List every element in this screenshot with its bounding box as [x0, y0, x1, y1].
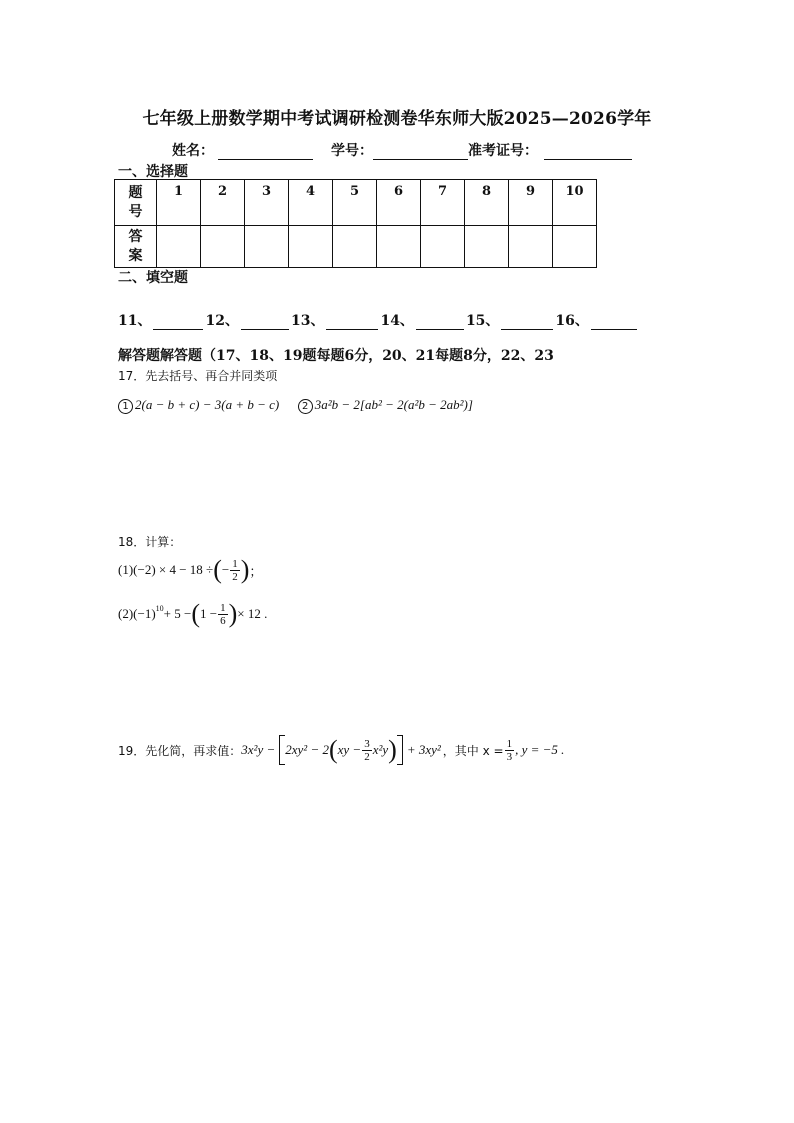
circled-number-2: 2 [298, 399, 313, 414]
answer-cell[interactable] [201, 226, 245, 268]
blank-11[interactable] [153, 315, 203, 330]
section-solve-heading: 解答题解答题（17、18、19题每题6分，20、21每题8分，22、23 [118, 348, 554, 364]
right-paren: ) [228, 599, 238, 628]
answer-table [114, 179, 597, 268]
q17-part2: 3a²b − 2[ab² − 2(a²b − 2ab²)] [314, 397, 473, 412]
question-number: 10 [553, 180, 597, 226]
q19-row: 19．先化简，再求值： 3x²y − 2xy² − 2 ( xy − $\frac{3}{2}$ x²y ) + 3xy² ，其中 x = $\frac{1}{3}$ , y = −5 . [118, 735, 565, 764]
blank-label-15: 15、 [465, 313, 500, 329]
blank-label-12: 12、 [205, 313, 239, 329]
answer-cell[interactable] [157, 226, 201, 268]
question-number: 9 [509, 180, 553, 226]
answer-cell[interactable] [465, 226, 509, 268]
answer-cell[interactable] [553, 226, 597, 268]
fraction-one-half: $\frac{1}{2}$ [232, 557, 238, 583]
q18-part1: (1)(−2) × 4 − 18 ÷ ( − $\frac{1}{2}$ ) ； [118, 555, 263, 584]
right-paren: ) [388, 735, 397, 764]
question-number: 8 [465, 180, 509, 226]
blank-16[interactable] [591, 315, 637, 330]
section-fill-heading: 二、填空题 [118, 270, 188, 286]
question-number: 6 [377, 180, 421, 226]
q17-part1: 2(a − b + c) − 3(a + b − c) [135, 397, 280, 412]
blank-label-14: 14、 [380, 313, 414, 329]
question-number: 5 [333, 180, 377, 226]
answer-cell[interactable] [333, 226, 377, 268]
answer-cell[interactable] [245, 226, 289, 268]
left-paren: ( [213, 555, 222, 584]
q19-label: 19．先化简，再求值： [118, 743, 242, 758]
answer-cell[interactable] [289, 226, 333, 268]
q18-part2: (2)(−1) $^{10}$ + 5 − ( 1 − $\frac{1}{6}$ ) × 12 . [118, 599, 268, 628]
fraction-one-sixth: $\frac{1}{6}$ [220, 601, 226, 627]
q17-expressions [118, 397, 473, 414]
blank-label-11: 11、 [118, 313, 152, 329]
right-bracket [397, 735, 403, 765]
student-id-label: 学号： [331, 143, 373, 159]
blank-14[interactable] [416, 315, 464, 330]
blank-12[interactable] [241, 315, 289, 330]
page-title: 七年级上册数学期中考试调研检测卷华东师大版2025—2026学年 [142, 109, 652, 129]
fill-blank-row [118, 310, 639, 330]
name-label: 姓名： [172, 143, 214, 159]
exam-number-label: 准考证号： [468, 143, 538, 159]
answer-header: 答 案 [115, 226, 157, 268]
blank-15[interactable] [501, 315, 553, 330]
student-info-row [172, 140, 632, 160]
question-number: 7 [421, 180, 465, 226]
q17-label: 17．先去括号、再合并同类项 [118, 369, 278, 383]
answer-cell[interactable] [421, 226, 465, 268]
blank-label-13: 13、 [290, 313, 325, 329]
left-paren: ( [328, 735, 338, 764]
answer-cell[interactable] [509, 226, 553, 268]
q18-label: 18．计算： [118, 535, 182, 549]
left-paren: ( [191, 599, 200, 628]
fraction-one-third: $\frac{1}{3}$ [506, 737, 513, 763]
exam-number-blank[interactable] [544, 145, 632, 160]
blank-label-16: 16、 [555, 313, 589, 329]
blank-13[interactable] [326, 315, 378, 330]
question-number: 2 [201, 180, 245, 226]
section-choice-heading: 一、选择题 [118, 164, 188, 180]
question-number-header: 题 号 [115, 180, 157, 226]
name-blank[interactable] [218, 145, 313, 160]
circled-number-1: 1 [118, 399, 133, 414]
question-number: 1 [157, 180, 201, 226]
question-number: 3 [245, 180, 289, 226]
right-paren: ) [240, 555, 250, 584]
answer-cell[interactable] [377, 226, 421, 268]
student-id-blank[interactable] [373, 145, 468, 160]
fraction-three-halves: $\frac{3}{2}$ [364, 737, 370, 763]
question-number: 4 [289, 180, 333, 226]
